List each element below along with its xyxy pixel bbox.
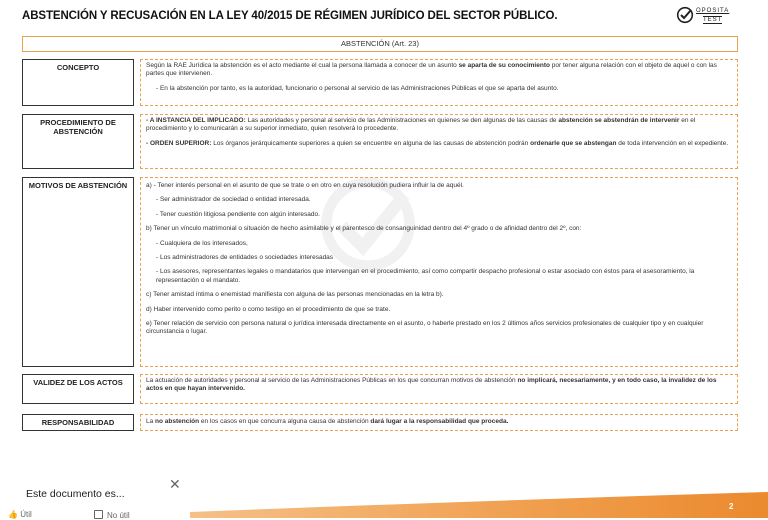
label-concepto: CONCEPTO [22,59,134,106]
orden-text-c: ordenarle que se abstengan [530,139,617,147]
resp-text-c: en los casos en que concurra alguna causa de abstención [200,418,369,425]
section-header: ABSTENCIÓN (Art. 23) [22,36,738,52]
close-icon[interactable]: ✕ [169,476,181,492]
motivo-item: d) Haber intervenido como perito o como testigo en el procedimiento de que se trate. [146,305,391,313]
content-concepto [140,59,738,106]
feedback-popup [0,474,190,518]
label-motivos: MOTIVOS DE ABSTENCIÓN [22,177,134,367]
not-useful-button[interactable] [94,510,130,520]
logo-line-1: OPOSITA [696,8,730,14]
orden-text-d: de toda intervención en el expediente. [618,139,729,147]
motivo-item: - Cualquiera de los interesados, [156,239,248,247]
content-responsabilidad [140,414,738,431]
check-circle-icon [676,6,694,24]
resp-text-d: dará lugar a la responsabilidad que proceda. [370,418,509,425]
validez-text-b: no implicará, necesariamente, y en todo caso, la invalidez de los actos en que hayan intervenido. [146,377,717,393]
opositatest-logo [676,6,750,24]
label-responsabilidad: RESPONSABILIDAD [22,414,134,431]
motivo-item: - Ser administrador de sociedad o entidad interesada. [156,196,311,204]
motivo-item: a) - Tener interés personal en el asunto de que se trate o en otro en cuya resolución pudiera influir la de aquél. [146,182,464,189]
instancia-text-d: en el procedimiento y lo comunicarán a su superior inmediato, quien resolverá lo procedente. [146,117,696,133]
concepto-text-b: se aparta de su conocimiento [458,62,550,69]
page-title: ABSTENCIÓN Y RECUSACIÓN EN LA LEY 40/2015 DE RÉGIMEN JURÍDICO DEL SECTOR PÚBLICO. [22,10,558,22]
label-procedimiento: PROCEDIMIENTO DE ABSTENCIÓN [22,114,134,169]
label-validez: VALIDEZ DE LOS ACTOS [22,374,134,404]
validez-text-a: La actuación de autoridades y personal al servicio de las Administraciones Públicas en los que concurran motivos de abstención [146,377,516,384]
thumbs-up-icon: 👍 [8,510,21,519]
motivo-item: b) Tener un vínculo matrimonial o situación de hecho asimilable y el parentesco de consanguinidad dentro del 4º grado o de afinidad dentro del 2º, con: [146,225,582,233]
motivo-item: - Los asesores, representantes legales o mandatarios que intervengan en el procedimiento, así como compartir despacho profesional o estar asociado con éstos para el asesoramiento, la representación o el mandato. [156,268,695,284]
content-procedimiento [140,114,738,169]
not-useful-label: No útil [107,511,130,520]
footer-band [140,488,768,518]
motivo-item: e) Tener relación de servicio con persona natural o jurídica interesada directamente en el asunto, o haberle prestado en los 2 últimos años servicios profesionales de cualquier tipo y en cualquier circunstancia o lugar. [146,320,704,336]
logo-line-2: TEST [703,17,723,23]
motivo-item: - Tener cuestión litigiosa pendiente con algún interesado. [156,210,320,218]
concepto-text-a: Según la RAE Jurídica la abstención es el acto mediante el cual la persona llamada a conocer de un asunto [146,62,457,69]
content-motivos [140,177,738,367]
instancia-text-c: abstención se abstendrán de intervenir [558,117,680,124]
motivo-item: c) Tener amistad íntima o enemistad manifiesta con alguna de las personas mencionadas en la letra b). [146,291,444,299]
useful-label: Útil [20,510,32,519]
page-number: 2 [729,502,734,511]
instancia-text-b: Las autoridades y personal al servicio de las Administraciones en quienes se den algunas de las causas de [247,117,557,124]
instancia-heading: - A INSTANCIA DEL IMPLICADO: [146,117,246,124]
concepto-note: - En la abstención por tanto, es la autoridad, funcionario o personal al servicio de las Administraciones Públicas el que se aparta del asunto. [156,84,559,92]
motivo-item: - Los administradores de entidades o sociedades interesadas [156,254,334,262]
feedback-question: Este documento es... [26,488,125,500]
content-validez [140,374,738,404]
orden-text-b: Los órganos jerárquicamente superiores a quien se encuentre en alguna de las causas de abstención podrán [213,139,529,147]
concepto-text-c: por tener alguna relación con el objeto de aquel o con las partes que intervienen. [146,62,717,78]
resp-text-b: no abstención [155,418,200,425]
resp-text-a: La [146,418,154,425]
orden-heading: - ORDEN SUPERIOR: [146,139,212,147]
